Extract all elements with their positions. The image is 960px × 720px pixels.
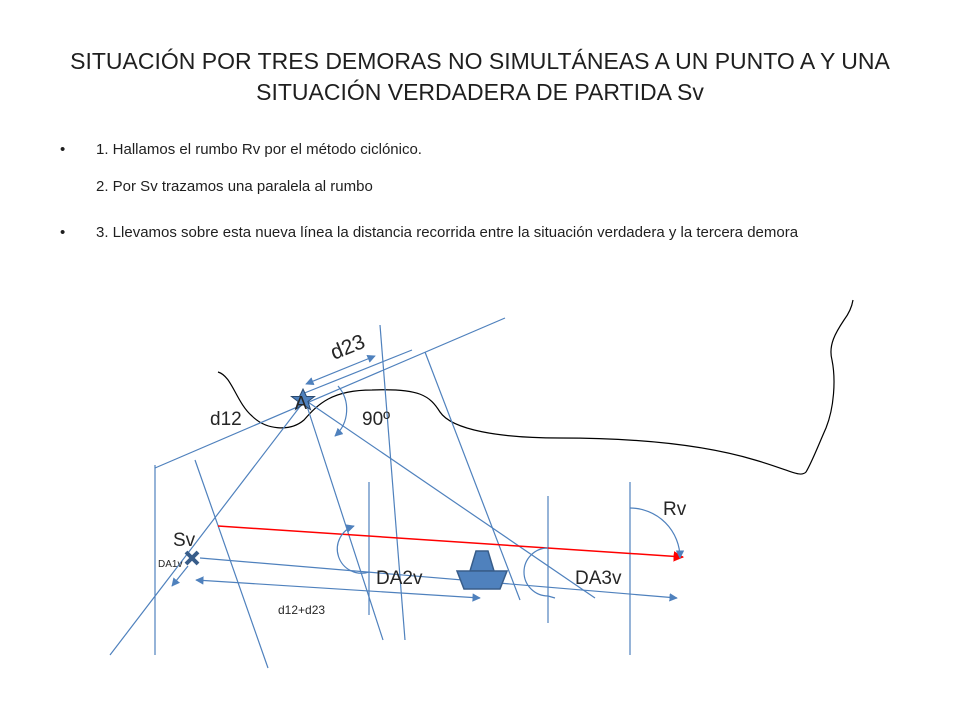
coastline bbox=[218, 300, 853, 474]
da3v-label: DA3v bbox=[575, 568, 622, 589]
parallel-line-d23 bbox=[302, 350, 412, 394]
bullet-icon: • bbox=[60, 141, 66, 158]
bearing-da3 bbox=[305, 400, 595, 598]
sv-cross-icon bbox=[186, 552, 198, 564]
sv-label: Sv bbox=[173, 530, 196, 551]
point-a-label: A bbox=[295, 393, 308, 413]
angle-label: 90º bbox=[362, 409, 391, 430]
da3-arc bbox=[524, 548, 555, 598]
ship-icon bbox=[457, 551, 507, 589]
course-line-rv bbox=[218, 526, 683, 557]
perpendicular-d12 bbox=[195, 460, 268, 668]
title-line-1: SITUACIÓN POR TRES DEMORAS NO SIMULTÁNEAS A UN PUNTO A Y UNA bbox=[70, 48, 890, 74]
d12-arrow bbox=[196, 580, 480, 598]
parallel-line-upper bbox=[155, 318, 505, 468]
rv-label: Rv bbox=[663, 499, 687, 520]
bullet-icon: • bbox=[60, 224, 66, 241]
da1v-label: DA1v bbox=[158, 559, 183, 570]
d23-label: d23 bbox=[327, 330, 369, 365]
d12-label: d12 bbox=[210, 409, 242, 430]
bearing-da1 bbox=[110, 400, 305, 655]
step-1-text: 1. Hallamos el rumbo Rv por el método ciclónico. bbox=[96, 141, 422, 158]
step-3-text: 3. Llevamos sobre esta nueva línea la distancia recorrida entre la situación verdadera y la tercera demora bbox=[96, 224, 799, 241]
d12-d23-label: d12+d23 bbox=[278, 603, 326, 617]
step-2-text: 2. Por Sv trazamos una paralela al rumbo bbox=[96, 178, 373, 195]
title-line-2: SITUACIÓN VERDADERA DE PARTIDA Sv bbox=[256, 79, 704, 105]
da2v-label: DA2v bbox=[376, 568, 423, 589]
